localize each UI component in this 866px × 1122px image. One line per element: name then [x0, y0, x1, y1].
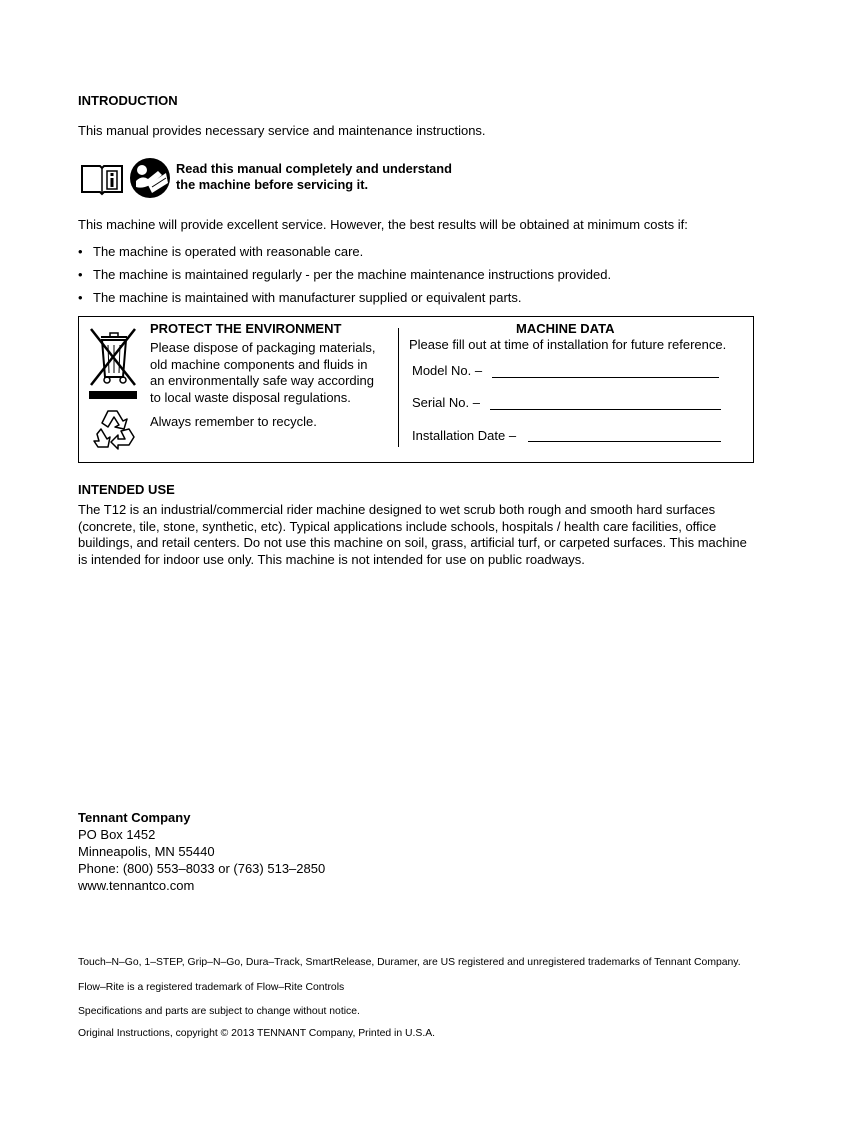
machine-data-heading: MACHINE DATA — [516, 321, 615, 336]
company-city: Minneapolis, MN 55440 — [78, 844, 215, 859]
company-po-box: PO Box 1452 — [78, 827, 156, 842]
serial-number-label: Serial No. – — [412, 395, 480, 410]
company-website[interactable]: www.tennantco.com — [78, 878, 195, 893]
environment-line: old machine components and fluids in — [150, 356, 368, 372]
environment-line: to local waste disposal regulations. — [150, 389, 351, 405]
recycle-reminder: Always remember to recycle. — [150, 414, 317, 429]
environment-line: an environmentally safe way according — [150, 373, 375, 388]
environment-heading: PROTECT THE ENVIRONMENT — [150, 321, 342, 336]
company-name: Tennant Company — [78, 810, 191, 825]
machine-data-note: Please fill out at time of installation for future reference. — [409, 337, 727, 352]
warning-line-1: Read this manual completely and understand — [176, 161, 452, 176]
intended-use-line: The T12 is an industrial/commercial rider machine designed to wet scrub both rough and smooth hard surfaces — [78, 502, 716, 517]
read-manual-icon — [128, 157, 172, 199]
intended-use-line: (concrete, tile, stone, synthetic, etc). Typical applications include schools, hospitals / health care facilities, office — [78, 518, 717, 534]
box-divider — [398, 328, 399, 447]
service-lead: This machine will provide excellent service. However, the best results will be obtained at minimum costs if: — [78, 217, 688, 232]
introduction-heading: INTRODUCTION — [78, 93, 178, 108]
copyright-notice: Original Instructions, copyright © 2013 TENNANT Company, Printed in U.S.A. — [78, 1028, 436, 1039]
environment-line: Please dispose of packaging materials, — [150, 340, 376, 355]
recycle-icon — [91, 407, 137, 451]
flowrite-notice: Flow–Rite is a registered trademark of Flow–Rite Controls — [78, 982, 345, 993]
manual-info-icon — [80, 160, 124, 196]
weee-bin-icon — [85, 325, 141, 401]
serial-number-field[interactable] — [490, 409, 721, 410]
introduction-text: This manual provides necessary service and maintenance instructions. — [78, 123, 486, 138]
trademark-notice: Touch–N–Go, 1–STEP, Grip–N–Go, Dura–Track, SmartRelease, Duramer, are US registered and unregistered trademarks of Tennant Company. — [78, 957, 741, 968]
bullet-item: • The machine is maintained with manufacturer supplied or equivalent parts. — [93, 290, 522, 305]
installation-date-label: Installation Date – — [412, 428, 517, 443]
bullet-item: • The machine is maintained regularly - per the machine maintenance instructions provided. — [93, 267, 611, 282]
installation-date-field[interactable] — [528, 441, 721, 442]
warning-line-2: the machine before servicing it. — [176, 177, 369, 192]
intended-use-heading: INTENDED USE — [78, 482, 175, 497]
specifications-notice: Specifications and parts are subject to change without notice. — [78, 1006, 360, 1017]
bullet-item: • The machine is operated with reasonable care. — [93, 244, 363, 259]
intended-use-line: is intended for indoor use only. This machine is not intended for use on public roadways. — [78, 551, 585, 567]
environment-machine-data-box — [78, 316, 754, 463]
intended-use-line: buildings, and retail centers. Do not use this machine on soil, grass, artificial turf, or carpeted surfaces. This machine — [78, 535, 747, 550]
model-number-label: Model No. – — [412, 363, 483, 378]
company-phone: Phone: (800) 553–8033 or (763) 513–2850 — [78, 861, 326, 876]
model-number-field[interactable] — [492, 377, 719, 378]
